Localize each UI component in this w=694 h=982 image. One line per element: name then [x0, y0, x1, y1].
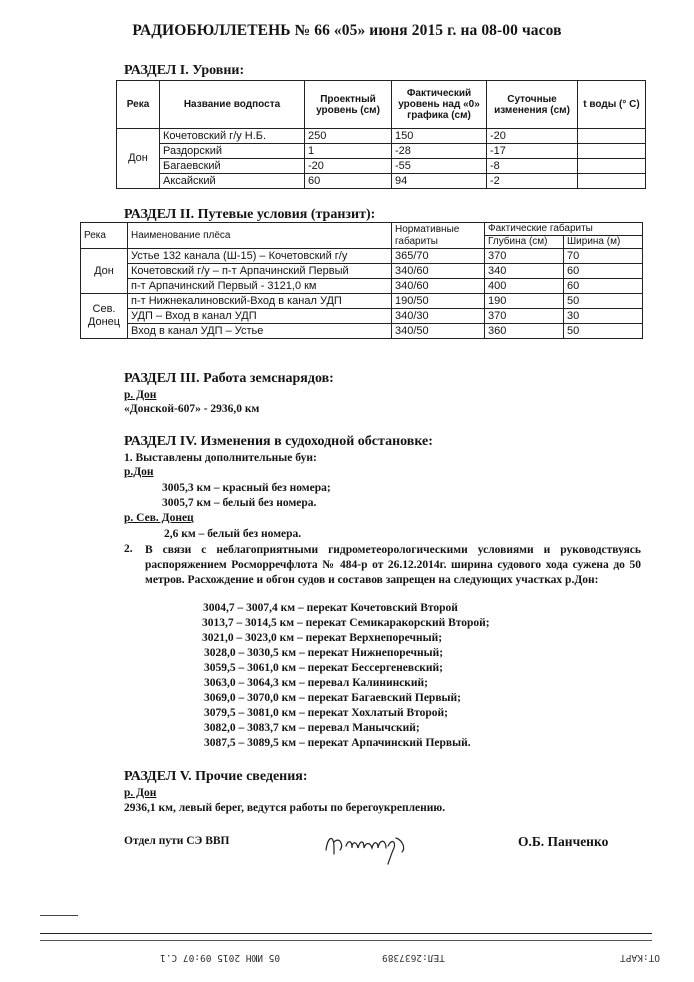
value-cell: 340/50: [392, 324, 485, 339]
col-river: Река: [81, 223, 128, 249]
value-cell: [578, 129, 646, 144]
section-2-heading: РАЗДЕЛ II. Путевые условия (транзит):: [124, 207, 376, 222]
table-row: [81, 324, 643, 339]
col-depth: Глубина (см): [485, 236, 564, 249]
value-cell: -28: [392, 144, 487, 159]
reach-cell: Устье 132 канала (Ш-15) – Кочетовский г/у: [128, 249, 392, 264]
col-actual-level: Фактический уровень над «0» графика (см): [392, 81, 487, 129]
value-cell: 50: [564, 324, 643, 339]
fax-date: 05 ИЮН 2015 09:07 С.1: [160, 952, 281, 963]
stretch-item: 3087,5 – 3089,5 км – перекат Арпачинский Первый.: [204, 737, 471, 749]
stretch-item: 3079,5 – 3081,0 км – перекат Хохлатый Второй;: [204, 707, 448, 719]
table-row: [81, 264, 643, 279]
restricted-stretches: [202, 601, 490, 751]
value-cell: 70: [564, 249, 643, 264]
value-cell: 60: [564, 279, 643, 294]
buoys-river-donets: р. Сев. Донец: [124, 512, 194, 524]
col-water-temp: t воды (° С): [578, 81, 646, 129]
station-cell: Багаевский: [160, 159, 305, 174]
reach-cell: Вход в канал УДП – Устье: [128, 324, 392, 339]
value-cell: -17: [487, 144, 578, 159]
fax-phone: ТЕЛ:2637389: [382, 952, 445, 963]
col-station: Название водпоста: [160, 81, 305, 129]
stretch-item: 3028,0 – 3030,5 км – перекат Нижнепоречный;: [204, 647, 444, 659]
station-cell: Раздорский: [160, 144, 305, 159]
river-cell: Дон: [117, 129, 160, 189]
col-river: Река: [117, 81, 160, 129]
col-design-level: Проектный уровень (см): [305, 81, 392, 129]
section-4-heading: РАЗДЕЛ IV. Изменения в судоходной обстановке:: [124, 434, 433, 449]
reach-cell: п-т Нижнекалиновский-Вход в канал УДП: [128, 294, 392, 309]
buoy-item: 2,6 км – белый без номера.: [164, 528, 302, 540]
value-cell: 365/70: [392, 249, 485, 264]
value-cell: 340/60: [392, 279, 485, 294]
buoys-paragraph: 1. Выставлены дополнительные буи:: [124, 452, 317, 464]
reach-cell: Кочетовский г/у – п-т Арпачинский Первый: [128, 264, 392, 279]
bulletin-title: РАДИОБЮЛЛЕТЕНЬ № 66 «05» июня 2015 г. на 08-00 часов: [132, 22, 562, 39]
river-cell: Сев. Донец: [81, 294, 128, 339]
col-width: Ширина (м): [564, 236, 643, 249]
value-cell: 340/60: [392, 264, 485, 279]
station-cell: Кочетовский г/у Н.Б.: [160, 129, 305, 144]
restriction-paragraph: В связи с неблагоприятными гидрометеорологическими условиями и руководствуясь распоряжением Росморречфлота № 484-р от 26.12.2014г. ширина судового хода сужена до 50 метров. Расхождение и обгон судов и составов запрещен на следующих участках р.Дон:: [145, 544, 641, 586]
value-cell: -2: [487, 174, 578, 189]
transit-table: [80, 222, 643, 339]
department-label: Отдел пути СЭ ВВП: [124, 835, 230, 847]
buoys-river-don: р.Дон: [124, 466, 154, 478]
value-cell: 30: [564, 309, 643, 324]
section-3-river: р. Дон: [124, 389, 157, 401]
value-cell: 190/50: [392, 294, 485, 309]
stretch-item: 3013,7 – 3014,5 км – перекат Семикаракорский Второй;: [202, 617, 490, 629]
table-row: [117, 144, 646, 159]
fax-line-lower: [40, 940, 652, 941]
value-cell: 370: [485, 249, 564, 264]
value-cell: 60: [305, 174, 392, 189]
station-cell: Аксайский: [160, 174, 305, 189]
value-cell: 370: [485, 309, 564, 324]
col-norm: Нормативные габариты: [392, 223, 485, 249]
value-cell: [578, 174, 646, 189]
section-5-river: р. Дон: [124, 787, 157, 799]
stretch-item: 3063,0 – 3064,3 км – перевал Калининский;: [204, 677, 429, 689]
col-reach: Наименование плёса: [128, 223, 392, 249]
handwritten-signature: [322, 828, 418, 868]
value-cell: 360: [485, 324, 564, 339]
col-actual: Фактические габариты: [485, 223, 643, 236]
signatory-name: О.Б. Панченко: [518, 834, 609, 849]
value-cell: 94: [392, 174, 487, 189]
stretch-item: 3082,0 – 3083,7 км – перевал Манычский;: [204, 722, 420, 734]
value-cell: 400: [485, 279, 564, 294]
value-cell: 1: [305, 144, 392, 159]
value-cell: 340: [485, 264, 564, 279]
value-cell: [578, 159, 646, 174]
value-cell: 190: [485, 294, 564, 309]
fax-line: [40, 933, 652, 934]
section-5-heading: РАЗДЕЛ V. Прочие сведения:: [124, 769, 308, 784]
value-cell: 340/30: [392, 309, 485, 324]
levels-table: [116, 80, 646, 189]
buoy-item: 3005,7 км – белый без номера.: [162, 497, 317, 509]
value-cell: 50: [564, 294, 643, 309]
other-info: 2936,1 км, левый берег, ведутся работы по берегоукреплению.: [124, 802, 446, 814]
value-cell: -8: [487, 159, 578, 174]
section-1-heading: РАЗДЕЛ I. Уровни:: [124, 63, 245, 78]
value-cell: 250: [305, 129, 392, 144]
table-row: [117, 174, 646, 189]
table-row: [81, 294, 643, 309]
col-daily-change: Суточные изменения (см): [487, 81, 578, 129]
reach-cell: УДП – Вход в канал УДП: [128, 309, 392, 324]
value-cell: -20: [305, 159, 392, 174]
value-cell: -20: [487, 129, 578, 144]
table-row: [81, 279, 643, 294]
value-cell: -55: [392, 159, 487, 174]
table-row: [117, 129, 646, 144]
value-cell: 150: [392, 129, 487, 144]
restriction-number: 2.: [124, 543, 133, 555]
dredger-item: «Донской-607» - 2936,0 км: [124, 403, 260, 415]
stretch-item: 3069,0 – 3070,0 км – перекат Багаевский Первый;: [204, 692, 461, 704]
reach-cell: п-т Арпачинский Первый - 3121,0 км: [128, 279, 392, 294]
stretch-item: 3004,7 – 3007,4 км – перекат Кочетовский Второй: [203, 602, 458, 614]
fax-mark: [40, 915, 78, 916]
stretch-item: 3059,5 – 3061,0 км – перекат Бессергеневский;: [204, 662, 444, 674]
table-row: [81, 249, 643, 264]
section-3-heading: РАЗДЕЛ III. Работа земснарядов:: [124, 371, 334, 386]
value-cell: 60: [564, 264, 643, 279]
fax-from: ОТ:КАРТ: [620, 952, 661, 963]
table-row: [117, 159, 646, 174]
value-cell: [578, 144, 646, 159]
table-row: [81, 309, 643, 324]
buoy-item: 3005,3 км – красный без номера;: [162, 482, 331, 494]
stretch-item: 3021,0 – 3023,0 км – перекат Верхнепоречный;: [202, 632, 443, 644]
signature: [322, 828, 418, 872]
river-cell: Дон: [81, 249, 128, 294]
